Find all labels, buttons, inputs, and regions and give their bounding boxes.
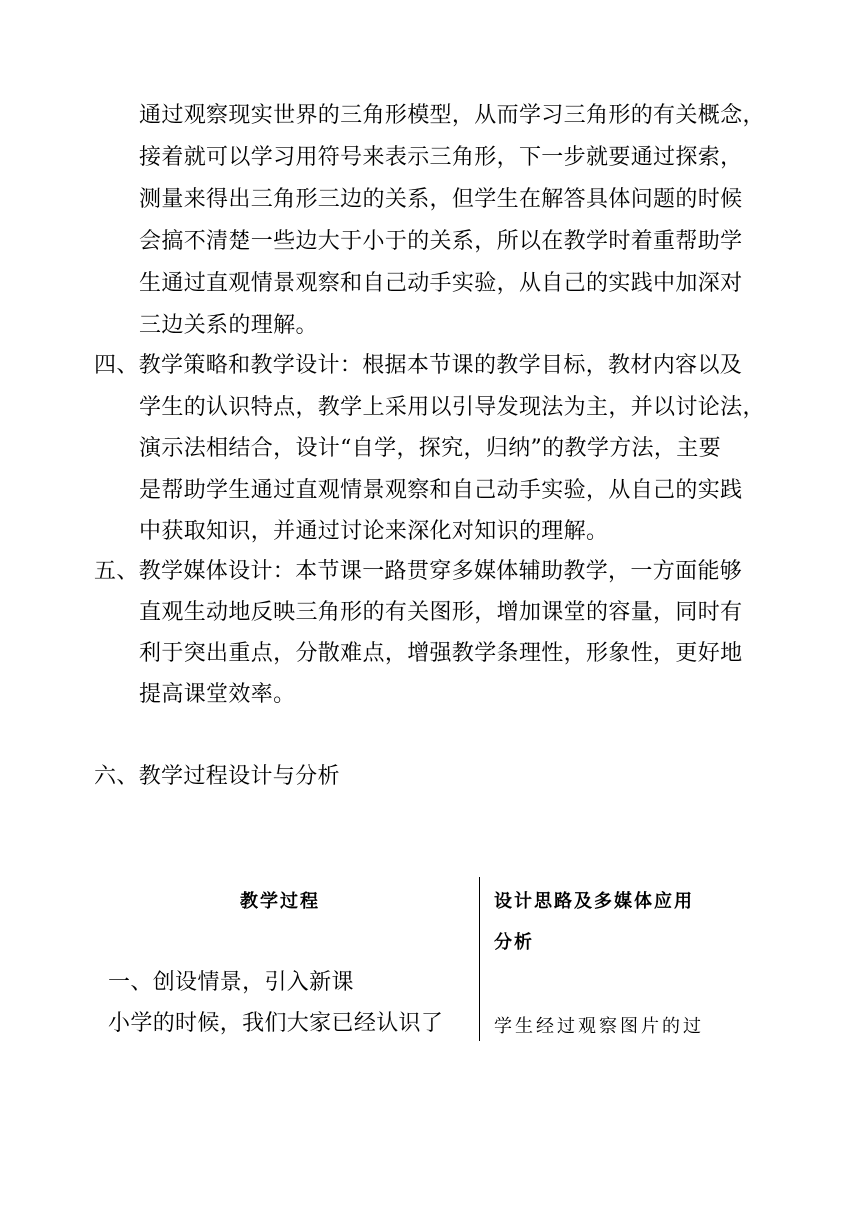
section-heading-line: 五、教学媒体设计：本节课一路贯穿多媒体辅助教学，一方面能够 <box>94 559 743 584</box>
paragraph-line: 是帮助学生通过直观情景观察和自己动手实验，从自己的实践 <box>139 478 743 503</box>
paragraph-line: 利于突出重点，分散难点，增强教学条理性，形象性，更好地 <box>139 641 743 666</box>
paragraph-line: 测量来得出三角形三边的关系，但学生在解答具体问题的时候 <box>139 187 743 212</box>
paragraph-line: 三边关系的理解。 <box>139 313 318 338</box>
paragraph-line: 演示法相结合，设计“自学，探究，归纳”的教学方法，主要 <box>139 436 721 461</box>
paragraph-line: 提高课堂效率。 <box>139 682 296 707</box>
paragraph-line: 生通过直观情景观察和自己动手实验，从自己的实践中加深对 <box>139 271 743 296</box>
paragraph-line: 接着就可以学习用符号来表示三角形，下一步就要通过探索， <box>139 145 743 170</box>
table-header-process: 教学过程 <box>240 891 320 912</box>
paragraph-line: 会搞不清楚一些边大于小于的关系，所以在教学时着重帮助学 <box>139 229 743 254</box>
paragraph-line: 学生的认识特点，教学上采用以引导发现法为主，并以讨论法， <box>139 395 765 420</box>
table-cell-text: 小学的时候，我们大家已经认识了 <box>108 1011 444 1036</box>
table-header-design: 设计思路及多媒体应用 <box>494 891 694 912</box>
paragraph-line: 直观生动地反映三角形的有关图形，增加课堂的容量，同时有 <box>139 600 743 625</box>
paragraph-line: 中获取知识，并通过讨论来深化对知识的理解。 <box>139 519 609 544</box>
paragraph-line: 通过观察现实世界的三角形模型，从而学习三角形的有关概念， <box>139 103 765 128</box>
table-cell-subheading: 一、创设情景，引入新课 <box>108 970 354 995</box>
table-cell-text: 学生经过观察图片的过 <box>494 1016 704 1037</box>
section-heading-line: 四、教学策略和教学设计：根据本节课的教学目标，教材内容以及 <box>94 353 743 378</box>
table-column-divider <box>479 877 480 1041</box>
table-header-design-cont: 分析 <box>494 932 534 953</box>
section-heading: 六、教学过程设计与分析 <box>94 764 340 789</box>
